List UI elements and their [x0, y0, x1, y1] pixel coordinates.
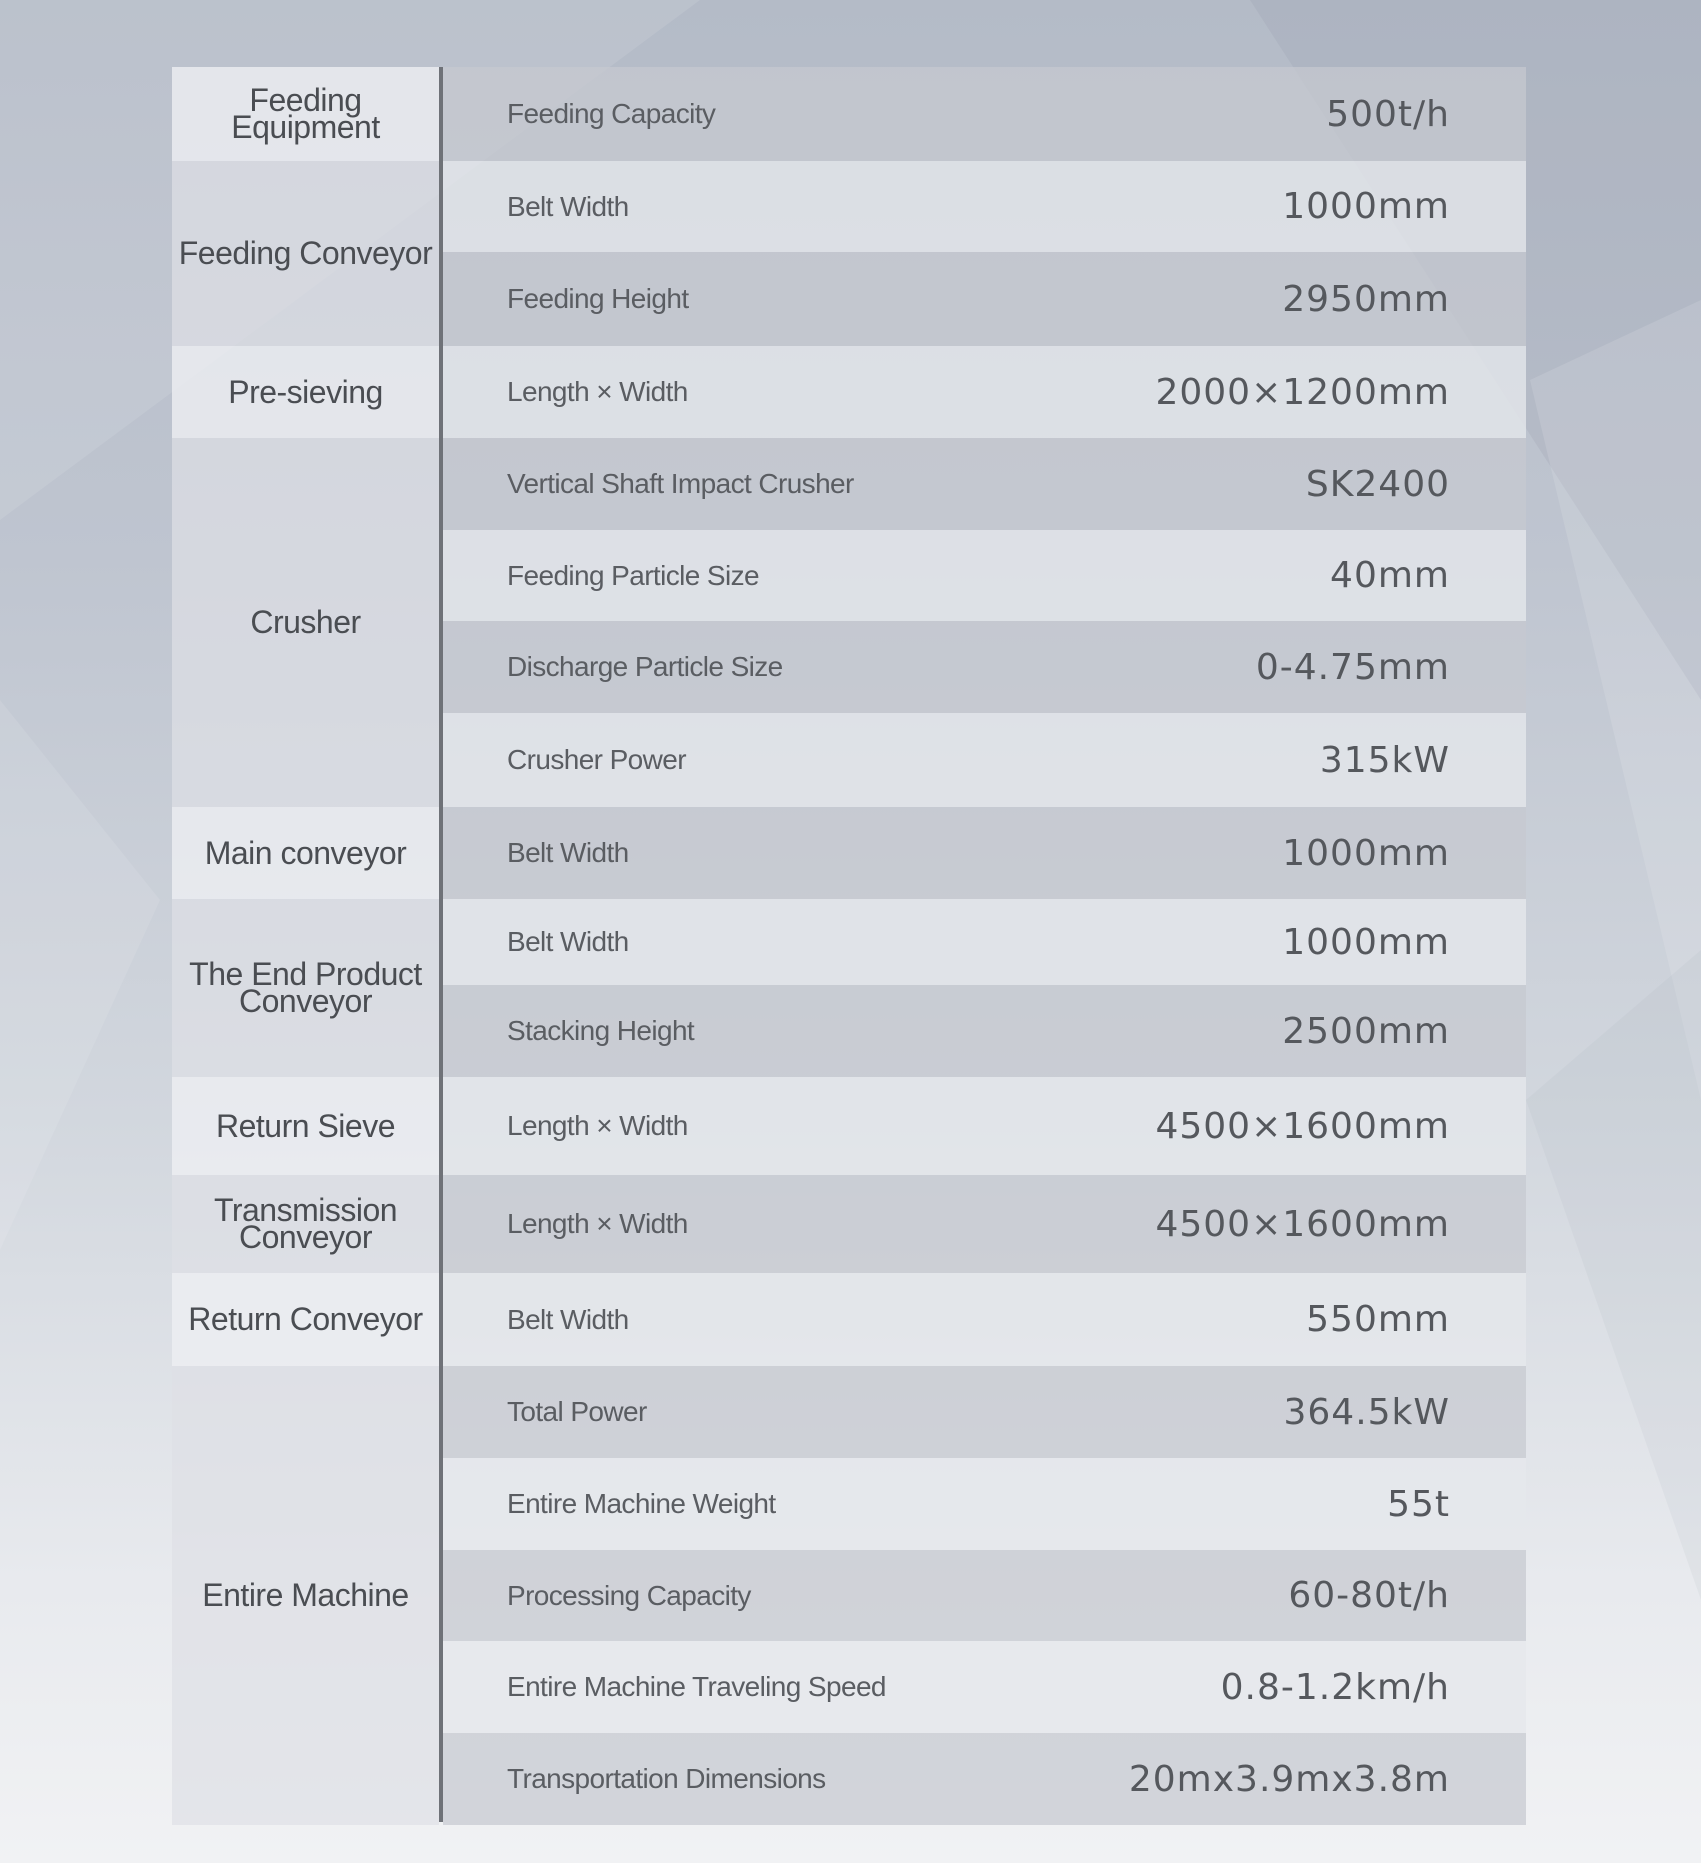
- param-value: 40mm: [1330, 555, 1450, 596]
- table-row: [443, 1458, 1526, 1550]
- param-label: Length × Width: [507, 1110, 688, 1141]
- param-value: 0.8-1.2km/h: [1220, 1666, 1450, 1708]
- param-label: Length × Width: [507, 376, 688, 407]
- table-row: [443, 1175, 1526, 1273]
- param-value: 315kW: [1319, 739, 1450, 781]
- param-column: [443, 67, 1526, 1822]
- table-row: [443, 807, 1526, 899]
- param-value: 0-4.75mm: [1255, 646, 1450, 688]
- param-label: Belt Width: [507, 190, 629, 222]
- group-label: Entire Machine: [172, 1366, 439, 1825]
- table-row: [443, 438, 1526, 530]
- group-label: Transmission Conveyor: [172, 1175, 439, 1273]
- param-value: 60-80t/h: [1288, 1575, 1450, 1616]
- param-value: 55t: [1387, 1483, 1450, 1525]
- group-label: Return Sieve: [172, 1077, 439, 1175]
- param-label: Belt Width: [507, 837, 629, 868]
- param-label: Vertical Shaft Impact Crusher: [507, 468, 854, 499]
- group-label: Main conveyor: [172, 807, 439, 899]
- group-column: [172, 67, 439, 1822]
- param-value: 1000mm: [1282, 832, 1450, 874]
- param-value: 364.5kW: [1283, 1391, 1450, 1433]
- group-label: The End Product Conveyor: [172, 899, 439, 1077]
- param-label: Stacking Height: [507, 1015, 695, 1046]
- param-label: Entire Machine Weight: [507, 1488, 776, 1519]
- param-label: Entire Machine Traveling Speed: [507, 1671, 886, 1702]
- table-row: [443, 252, 1526, 346]
- param-value: 550mm: [1306, 1299, 1450, 1340]
- table-row: [443, 985, 1526, 1077]
- table-row: [443, 530, 1526, 621]
- table-row: [443, 1077, 1526, 1175]
- param-label: Feeding Height: [507, 283, 689, 314]
- group-label: Feeding Equipment: [172, 67, 439, 161]
- param-label: Discharge Particle Size: [507, 651, 783, 682]
- table-row: [443, 346, 1526, 438]
- param-value: 4500×1600mm: [1155, 1105, 1450, 1147]
- param-value: 20mx3.9mx3.8m: [1128, 1758, 1450, 1800]
- param-value: 2950mm: [1282, 278, 1450, 320]
- table-row: [443, 67, 1526, 161]
- group-label: Crusher: [172, 438, 439, 807]
- group-label: Pre-sieving: [172, 346, 439, 438]
- param-value: 1000mm: [1282, 921, 1450, 963]
- param-value: 4500×1600mm: [1155, 1203, 1450, 1245]
- param-label: Feeding Capacity: [507, 98, 716, 129]
- param-label: Total Power: [507, 1396, 647, 1427]
- table-row: [443, 1366, 1526, 1458]
- table-row: [443, 1273, 1526, 1366]
- param-value: 2000×1200mm: [1155, 371, 1450, 413]
- table-row: [443, 621, 1526, 713]
- group-label: Return Conveyor: [172, 1273, 439, 1366]
- param-value: 500t/h: [1326, 93, 1450, 135]
- param-label: Crusher Power: [507, 744, 686, 775]
- group-label: Feeding Conveyor: [172, 161, 439, 346]
- table-row: [443, 899, 1526, 985]
- table-row: [443, 1641, 1526, 1733]
- param-label: Belt Width: [507, 926, 629, 957]
- param-value: SK2400: [1305, 463, 1450, 505]
- spec-table: [172, 67, 1526, 1822]
- table-row: [443, 161, 1526, 252]
- param-label: Transportation Dimensions: [507, 1763, 826, 1794]
- param-value: 1000mm: [1282, 186, 1450, 227]
- param-value: 2500mm: [1282, 1010, 1450, 1052]
- param-label: Feeding Particle Size: [507, 559, 759, 591]
- table-row: [443, 1550, 1526, 1641]
- table-row: [443, 713, 1526, 807]
- param-label: Length × Width: [507, 1208, 688, 1239]
- table-row: [443, 1733, 1526, 1825]
- param-label: Processing Capacity: [507, 1579, 751, 1611]
- param-label: Belt Width: [507, 1303, 629, 1335]
